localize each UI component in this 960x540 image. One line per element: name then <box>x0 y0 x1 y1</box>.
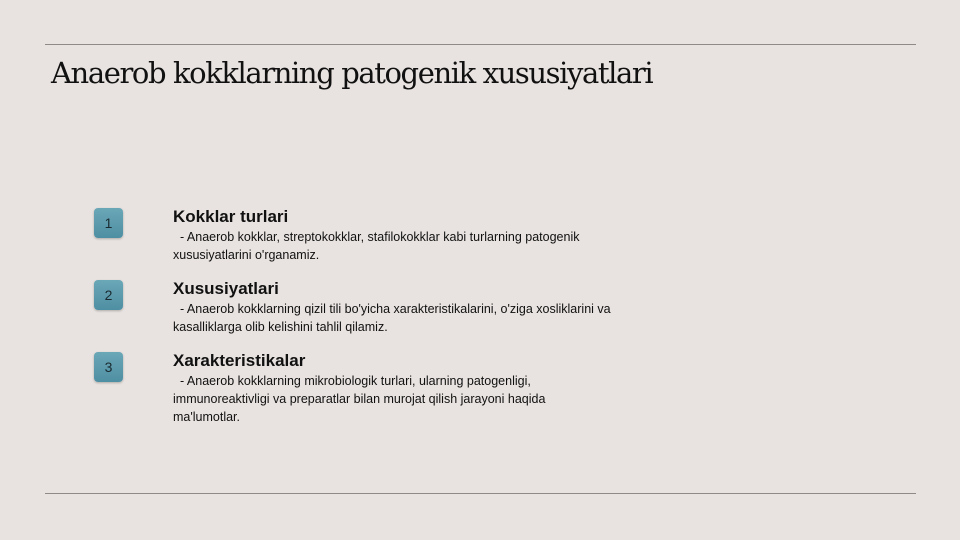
item-number-badge: 3 <box>94 352 123 382</box>
bottom-divider <box>45 493 916 494</box>
item-description: - Anaerob kokklarning qizil tili bo'yicha xarakteristikalarini, o'ziga xosliklarini va kasalliklarga olib kelishini tahlil qilamiz. <box>173 302 615 334</box>
item-number-badge: 2 <box>94 280 123 310</box>
item-number-badge: 1 <box>94 208 123 238</box>
top-divider <box>45 44 916 45</box>
item-description: - Anaerob kokklarning mikrobiologik turlari, ularning patogenligi, immunoreaktivligi va preparatlar bilan murojat qilish jarayoni haqida ma'lumotlar. <box>173 374 549 424</box>
item-heading: Xarakteristikalar <box>173 351 306 370</box>
item-heading: Xususiyatlari <box>173 279 279 298</box>
item-heading: Kokklar turlari <box>173 207 289 226</box>
slide-title: Anaerob kokklarning patogenik xususiyatlari <box>51 56 653 90</box>
item-description: - Anaerob kokklar, streptokokklar, stafilokokklar kabi turlarning patogenik xususiyatlarini o'rganamiz. <box>173 230 583 262</box>
